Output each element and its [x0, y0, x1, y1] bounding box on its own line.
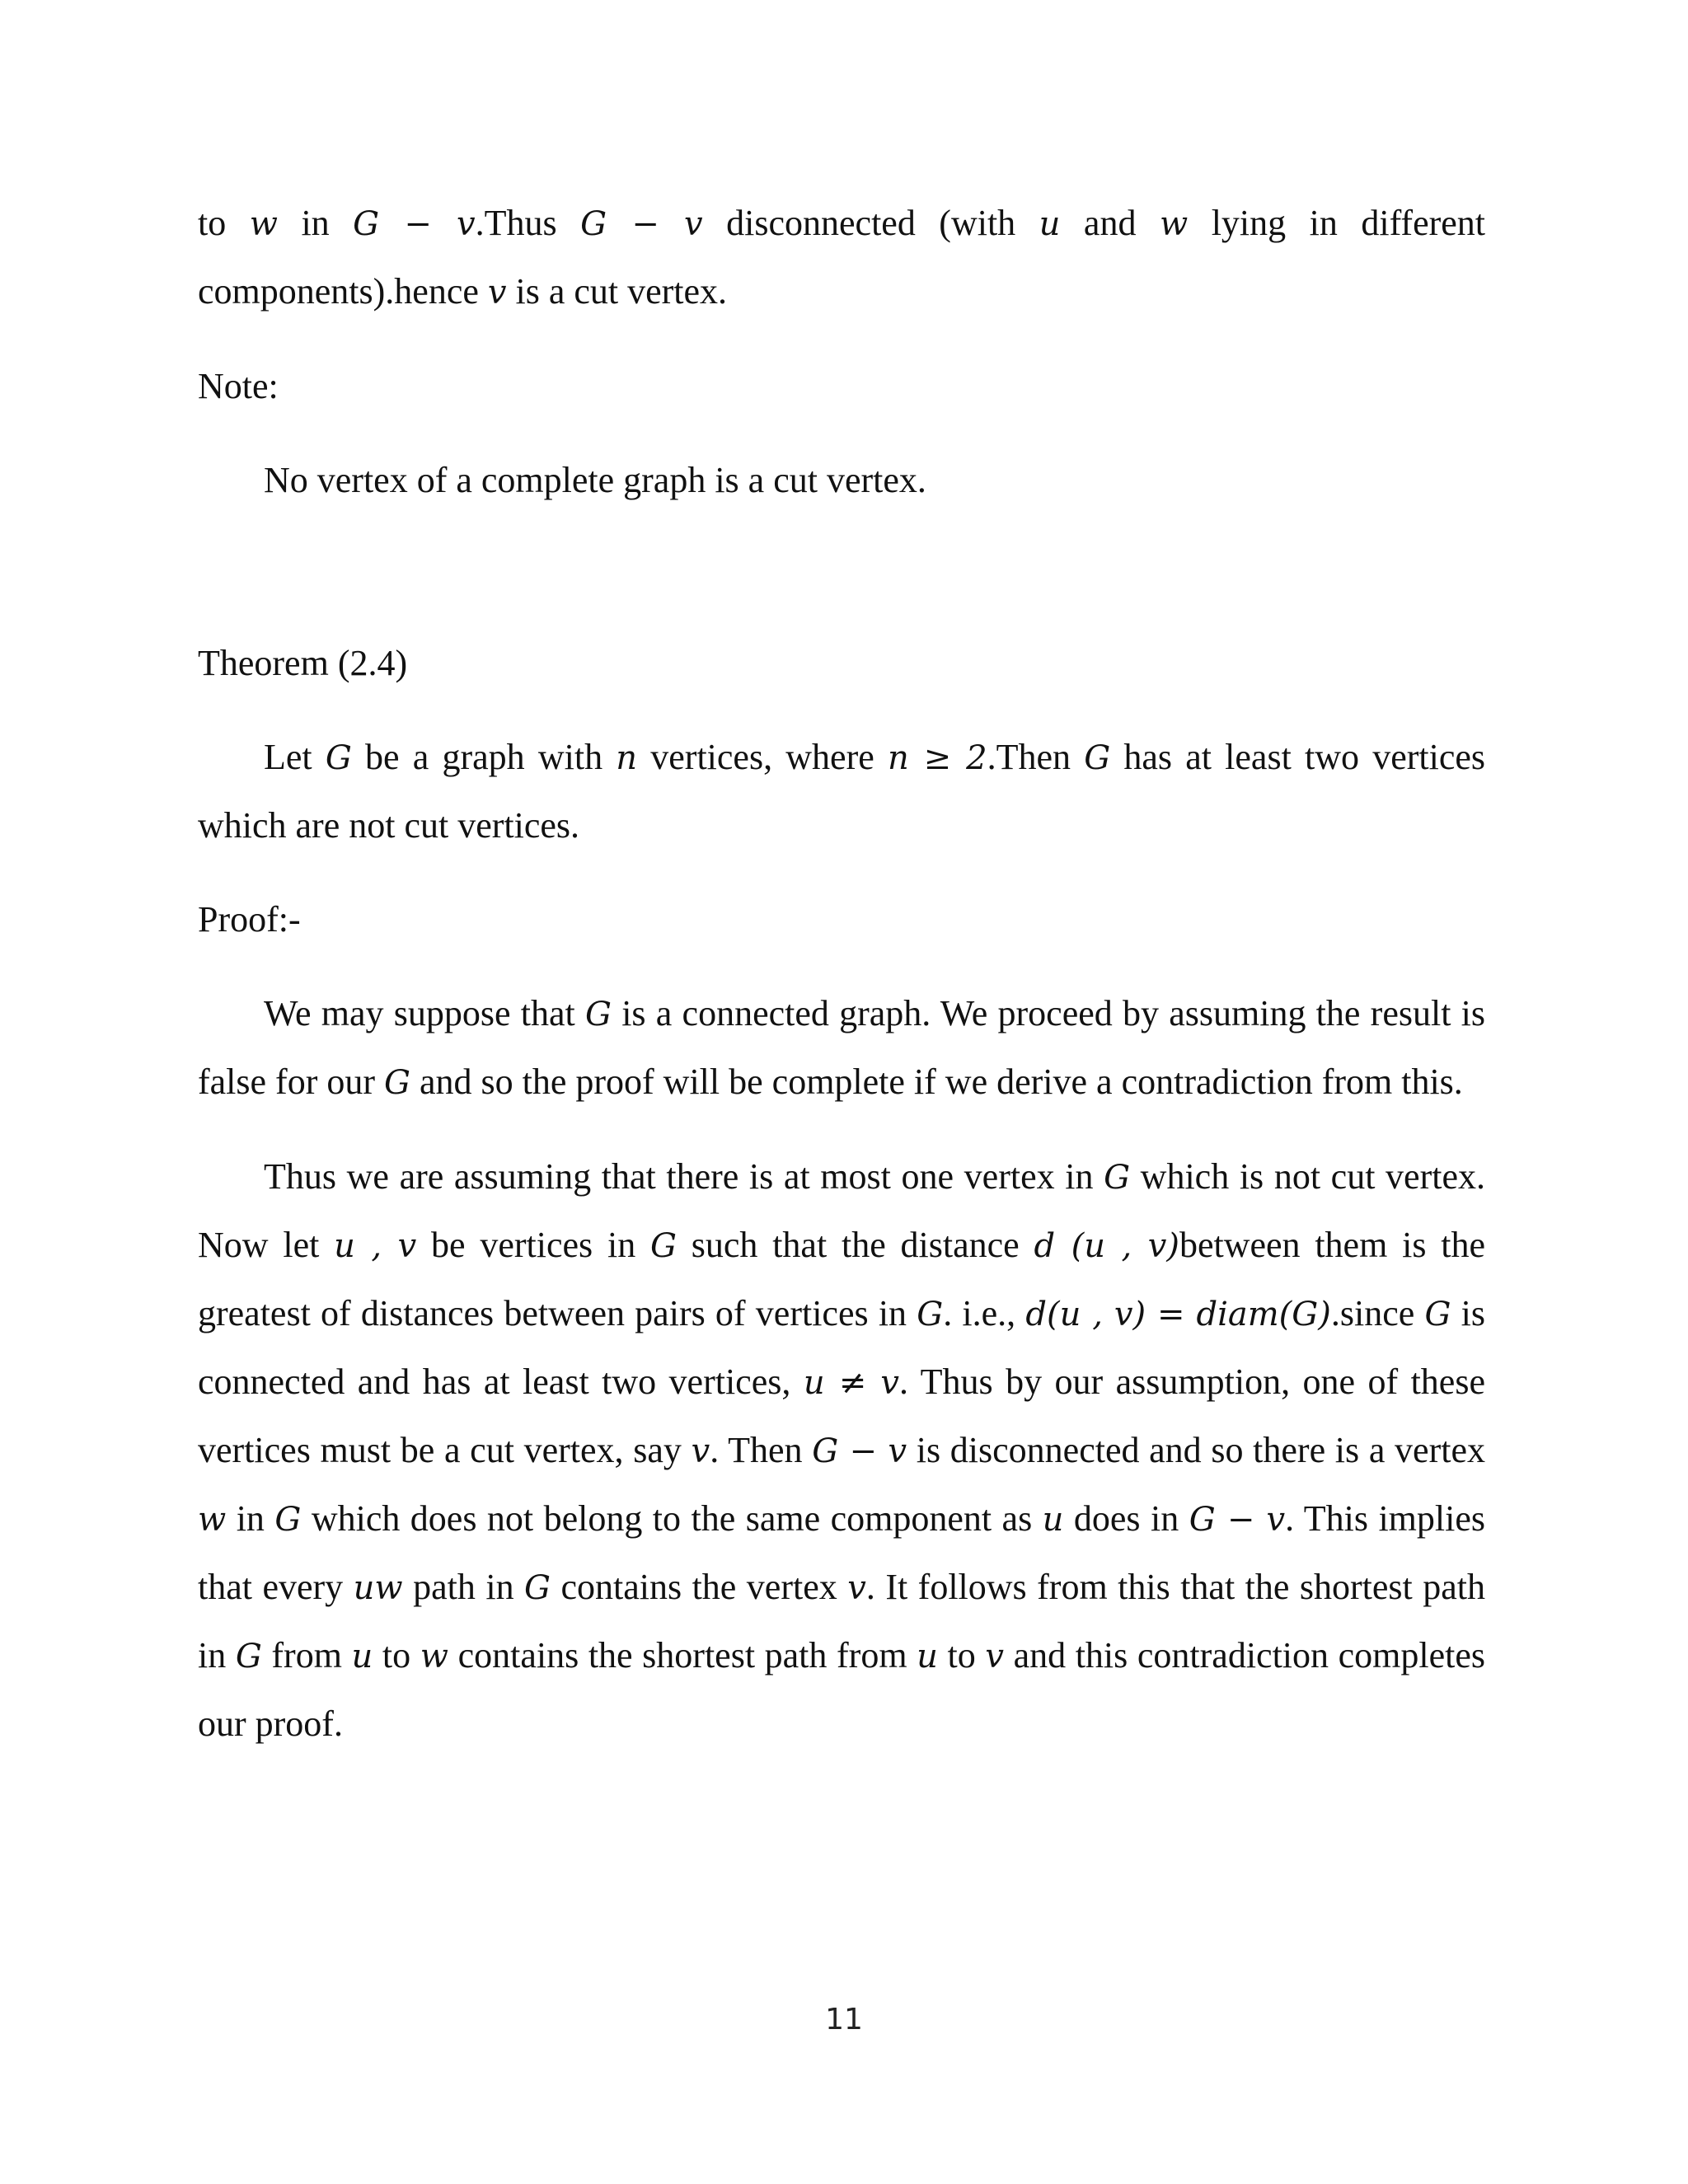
math-run: G: [274, 1501, 302, 1539]
math-run: G: [1424, 1296, 1451, 1333]
math-run: G − v: [353, 205, 476, 243]
math-run: G − v: [1189, 1501, 1286, 1539]
math-run: v: [985, 1638, 1004, 1675]
page-number: 11: [825, 2003, 863, 2036]
text-run: path in: [402, 1567, 525, 1607]
text-run: .Thus: [475, 203, 581, 243]
note-heading: Note:: [198, 366, 279, 406]
text-run: . Thus by our assumption, one of these vertices must be a cut vertex, say: [198, 1361, 1485, 1470]
math-run: w: [420, 1638, 448, 1675]
text-run: . It follows from this that the shortest path in: [198, 1567, 1485, 1675]
text-run: .since: [1330, 1293, 1425, 1333]
math-run: G: [1104, 1159, 1131, 1197]
text-run: . i.e.,: [943, 1293, 1026, 1333]
theorem-statement: [198, 724, 1485, 860]
text-run: contains the vertex: [551, 1567, 848, 1607]
math-run: G: [235, 1638, 262, 1675]
math-run: G − v: [812, 1432, 907, 1470]
math-run: v: [487, 274, 507, 312]
math-run: w: [198, 1501, 227, 1539]
text-run: which does not belong to the same component as: [301, 1498, 1043, 1539]
math-run: G − v: [580, 205, 703, 243]
text-run: is a connected graph. We proceed by assuming the result is false for our: [198, 993, 1486, 1102]
text-run: in: [277, 203, 354, 243]
proof-heading: Proof:-: [198, 899, 301, 940]
paragraph-cut-vertex-conclusion: [198, 190, 1485, 326]
math-run: G: [524, 1569, 551, 1607]
math-run: G: [1084, 739, 1111, 777]
text-run: has at least two vertices which are not cut vertices.: [198, 737, 1486, 846]
text-run: Let: [264, 737, 326, 777]
math-run: u: [1039, 205, 1061, 243]
text-run: be vertices in: [416, 1225, 650, 1265]
text-run: to: [198, 203, 250, 243]
math-run: w: [1159, 205, 1189, 243]
proof-paragraph-2: [198, 1143, 1485, 1758]
text-run: . This implies that every: [198, 1498, 1486, 1607]
text-run: between them is the greatest of distances between pairs of vertices in: [198, 1225, 1485, 1333]
math-run: w: [249, 205, 278, 243]
text-run: vertices, where: [637, 737, 888, 777]
math-run: uw: [353, 1569, 403, 1607]
math-run: u , v: [334, 1227, 417, 1265]
text-run: to: [937, 1635, 986, 1675]
text-run: disconnected (with: [702, 203, 1039, 243]
text-run: . Then: [710, 1430, 813, 1470]
math-run: G: [917, 1296, 944, 1333]
text-run: is connected and has at least two vertices,: [198, 1293, 1485, 1402]
text-run: from: [261, 1635, 352, 1675]
math-run: u: [351, 1638, 373, 1675]
math-run: d(u , v) = diam(G): [1025, 1296, 1331, 1333]
math-run: G: [585, 996, 612, 1033]
text-run: does in: [1063, 1498, 1189, 1539]
text-run: Thus we are assuming that there is at most one vertex in: [264, 1156, 1104, 1197]
text-run: to: [373, 1635, 420, 1675]
text-run: such that the distance: [676, 1225, 1034, 1265]
text-run: and this contradiction completes our proof.: [198, 1635, 1486, 1744]
theorem-heading: Theorem (2.4): [198, 643, 408, 683]
text-run: be a graph with: [351, 737, 617, 777]
text-run: and so the proof will be complete if we derive a contradiction from this.: [410, 1062, 1463, 1102]
math-run: d (u , v): [1034, 1227, 1179, 1265]
text-run: and: [1060, 203, 1160, 243]
text-run: which is not cut vertex. Now let: [198, 1156, 1485, 1265]
note-text: No vertex of a complete graph is a cut vertex.: [264, 460, 926, 500]
text-run: .Then: [987, 737, 1085, 777]
math-run: u: [1042, 1501, 1064, 1539]
math-run: G: [325, 739, 352, 777]
math-run: n ≥ 2: [887, 739, 987, 777]
math-run: u: [917, 1638, 938, 1675]
math-run: u ≠ v: [803, 1364, 899, 1402]
math-run: v: [847, 1569, 866, 1607]
document-page: [198, 190, 1485, 1758]
math-run: G: [384, 1064, 410, 1102]
proof-paragraph-1: [198, 980, 1485, 1117]
text-run: lying in different components).hence: [198, 203, 1486, 312]
text-run: We may suppose that: [264, 993, 585, 1033]
math-run: n: [616, 739, 638, 777]
text-run: in: [226, 1498, 275, 1539]
math-run: v: [691, 1432, 710, 1470]
text-run: contains the shortest path from: [448, 1635, 917, 1675]
math-run: G: [650, 1227, 677, 1265]
text-run: is disconnected and so there is a vertex: [907, 1430, 1485, 1470]
text-run: is a cut vertex.: [506, 271, 728, 312]
